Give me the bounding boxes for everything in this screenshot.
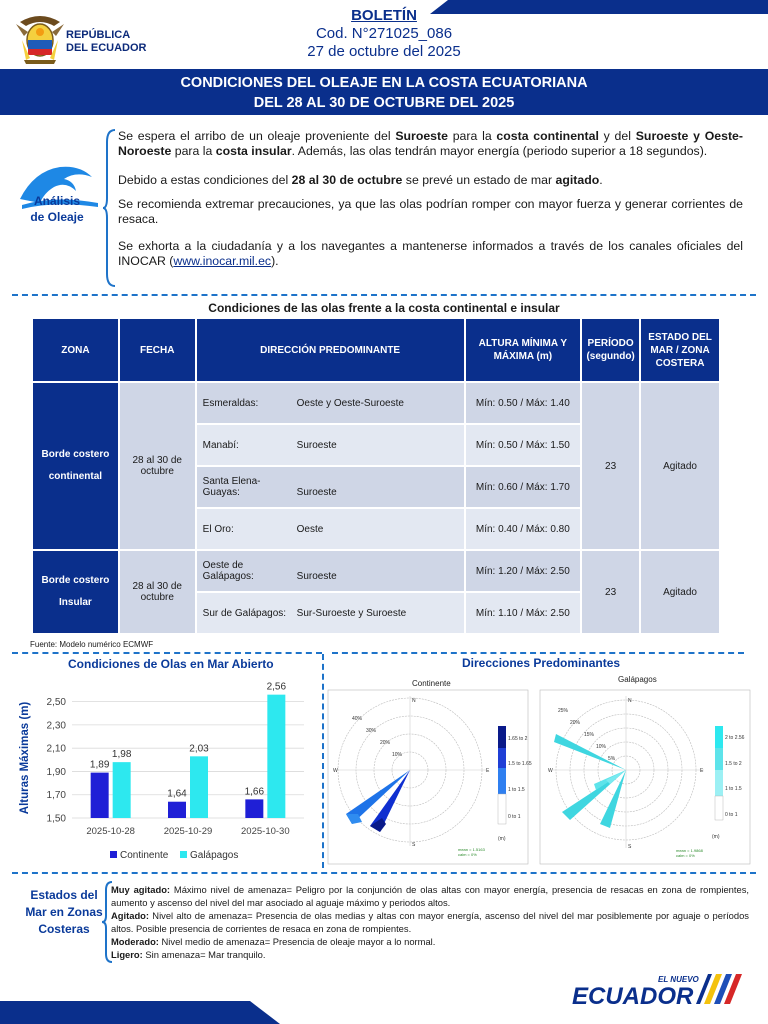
bold-span: Suroeste: [395, 129, 448, 143]
rose-dir-label: W: [333, 768, 338, 774]
rose-dir-label: W: [548, 768, 553, 774]
brace-icon: [103, 128, 117, 288]
state-term: Moderado:: [111, 936, 159, 947]
date-line: octubre: [140, 592, 174, 603]
source-note: Fuente: Modelo numérico ECMWF: [30, 640, 154, 649]
legend-swatch: [110, 851, 117, 858]
country-line1: REPÚBLICA: [66, 29, 131, 41]
height-cell: Mín: 0.50 / Máx: 1.40: [466, 383, 581, 423]
y-tick-label: 2,10: [46, 743, 66, 755]
analysis-paragraph-2: [118, 173, 743, 188]
legend-label: 1 to 1.5: [508, 787, 525, 793]
text-span: Se espera el arribo de un oleaje proveniente del: [118, 129, 396, 143]
legend-swatch: [498, 794, 506, 824]
rose-stats: mean = 1.5163: [458, 847, 485, 852]
state-term: Agitado:: [111, 910, 150, 921]
direction-value: Oeste y Oeste-Suroeste: [296, 397, 404, 409]
data-label: 1,64: [167, 788, 187, 800]
text-span: .: [599, 173, 603, 187]
direction-cell: [197, 509, 464, 549]
data-label: 2,56: [266, 681, 287, 693]
rose-ring-label: 30%: [366, 728, 377, 734]
y-tick-label: 1,70: [46, 790, 66, 802]
height-cell: Mín: 0.40 / Máx: 0.80: [466, 509, 581, 549]
states-label-line: Estados del: [30, 888, 98, 902]
analysis-paragraph-4: [118, 239, 743, 269]
x-tick-label: 2025-10-29: [163, 826, 213, 837]
legend-swatch: [498, 726, 506, 748]
state-item: [111, 883, 749, 909]
zone-line: Insular: [59, 597, 92, 608]
place-label: Esmeraldas:: [202, 397, 259, 409]
legend-label: 1.5 to 2: [725, 761, 742, 767]
rose-dir-label: E: [700, 768, 704, 774]
zone-insular: [33, 551, 118, 633]
rose-ring-label: 40%: [352, 716, 363, 722]
direction-value: Suroeste: [296, 571, 337, 582]
direction-cell: [197, 593, 464, 633]
header-estado-l1: ESTADO DEL: [648, 331, 712, 343]
rose-stats: calm = 0%: [676, 853, 695, 858]
direction-value: Suroeste: [296, 439, 337, 451]
data-label: 1,89: [89, 759, 110, 771]
state-item: [111, 935, 749, 948]
legend-swatch: [715, 726, 723, 748]
table-row: [33, 551, 719, 591]
title-line1: CONDICIONES DEL OLEAJE EN LA COSTA ECUATORIANA: [180, 75, 588, 91]
y-axis-label: Alturas Máximas (m): [19, 701, 31, 815]
rose-petal: [554, 734, 626, 770]
bar-continente: [245, 799, 263, 818]
page-title: [0, 69, 768, 115]
legend-unit: (m): [712, 834, 720, 840]
data-label: 1,66: [244, 786, 265, 798]
place-label: Santa Elena-Guayas:: [202, 476, 261, 498]
legend-swatch: [715, 748, 723, 770]
height-cell: Mín: 1.10 / Máx: 2.50: [466, 593, 581, 633]
place-label: Manabí:: [202, 439, 239, 451]
legend-swatch: [498, 768, 506, 794]
date-insular: [120, 551, 195, 633]
header-fecha: FECHA: [120, 319, 195, 381]
direction-cell: [197, 383, 464, 423]
bold-span: 28 al 30 de octubre: [291, 173, 403, 187]
bar-chart-title: Condiciones de Olas en Mar Abierto: [68, 657, 274, 671]
legend-label: 1 to 1.5: [725, 786, 742, 792]
header-estado-l2: MAR / ZONA: [650, 344, 710, 356]
date-line: 28 al 30 de: [132, 581, 182, 592]
place-label: El Oro:: [202, 523, 234, 535]
states-label: [22, 887, 106, 938]
rose-ring-label: 20%: [380, 740, 391, 746]
header-periodo-l2: (segundo): [586, 351, 635, 362]
rose-stats: calm = 0%: [458, 852, 477, 857]
legend-swatch: [180, 851, 187, 858]
height-cell: Mín: 0.50 / Máx: 1.50: [466, 425, 581, 465]
rose-ring-label: 10%: [596, 744, 607, 750]
text-span: para la: [447, 129, 497, 143]
bulletin-header: [0, 7, 768, 61]
header-periodo: [582, 319, 639, 381]
header-periodo-l1: PERÍODO: [587, 338, 634, 349]
date-line: octubre: [140, 466, 174, 477]
inocar-link[interactable]: www.inocar.mil.ec: [173, 254, 272, 268]
rose-continente: [328, 674, 532, 864]
table-row: [33, 383, 719, 423]
bar-galápagos: [113, 762, 131, 818]
conditions-table: [31, 317, 721, 635]
footer-shape: [0, 1001, 280, 1024]
place-label: Sur de Galápagos:: [202, 607, 287, 619]
period-continental: 23: [582, 383, 639, 549]
country-line2: DEL ECUADOR: [66, 42, 147, 54]
rose-dir-label: S: [628, 844, 632, 850]
header-estado-l3: COSTERA: [655, 357, 705, 369]
states-list: [111, 883, 749, 961]
legend-label: 0 to 1: [508, 814, 521, 820]
direction-cell: [197, 551, 464, 591]
state-term: Muy agitado:: [111, 884, 171, 895]
state-term: Ligero:: [111, 949, 143, 960]
states-label-line: Costeras: [38, 922, 90, 936]
header-zona: ZONA: [33, 319, 118, 381]
rose-stats: mean = 1.9868: [676, 848, 703, 853]
legend-label: 0 to 1: [725, 812, 738, 818]
title-line2: DEL 28 AL 30 DE OCTUBRE DEL 2025: [253, 95, 515, 111]
bold-span: costa continental: [496, 129, 599, 143]
date-line: 28 al 30 de: [132, 455, 182, 466]
zone-continental: [33, 383, 118, 549]
analysis-text: [118, 129, 743, 278]
y-tick-label: 2,50: [46, 697, 66, 709]
zone-line: continental: [48, 471, 103, 482]
legend-swatch: [715, 770, 723, 796]
rose-ring-label: 15%: [584, 732, 595, 738]
rose-dir-label: E: [486, 768, 490, 774]
legend-swatch: [498, 748, 506, 768]
rose-ring-label: 20%: [570, 720, 581, 726]
bar-continente: [168, 802, 186, 818]
direction-cell: [197, 467, 464, 507]
header-estado: [641, 319, 719, 381]
states-label-line: Mar en Zonas: [25, 905, 103, 919]
analysis-paragraph-1: [118, 129, 743, 159]
bar-galápagos: [267, 695, 285, 818]
divider: [12, 294, 756, 296]
bulletin-label: BOLETÍN: [351, 7, 417, 24]
x-tick-label: 2025-10-30: [241, 826, 290, 837]
bar-galápagos: [190, 756, 208, 818]
analysis-label-line1: Análisis: [33, 194, 81, 208]
logo-big-text: ECUADOR: [572, 983, 694, 1010]
logo-small-text: EL NUEVO: [658, 975, 699, 984]
legend-label: Continente: [120, 850, 169, 861]
data-label: 1,98: [111, 749, 132, 761]
rose-title: Continente: [412, 679, 451, 688]
state-desc: Máximo nivel de amenaza= Peligro por la conjunción de olas altas con mayor energía, presencia de resacas en zona de rompientes, aumento y ascenso del nivel del mar asociado al aguaje máximo y periodos altos.: [111, 884, 749, 908]
state-continental: Agitado: [641, 383, 719, 549]
legend-label: 2 to 2.56: [725, 735, 745, 741]
y-tick-label: 1,90: [46, 766, 66, 778]
header-altura-l1: ALTURA MÍNIMA Y: [478, 338, 567, 349]
direction-cell: [197, 425, 464, 465]
date-continental: [120, 383, 195, 549]
table-header-row: [33, 319, 719, 381]
bar-chart: [14, 672, 314, 868]
state-desc: Nivel medio de amenaza= Presencia de oleaje mayor a lo normal.: [158, 936, 436, 947]
text-span: y del: [598, 129, 636, 143]
header-altura: [466, 319, 581, 381]
divider: [12, 872, 756, 874]
analysis-paragraph-3: Se recomienda extremar precauciones, ya que las olas podrían romper con mayor fuerza y generar corrientes de resaca.: [118, 197, 743, 226]
rose-dir-label: S: [412, 842, 416, 848]
legend-unit: (m): [498, 836, 506, 842]
height-cell: Mín: 0.60 / Máx: 1.70: [466, 467, 581, 507]
state-insular: Agitado: [641, 551, 719, 633]
legend-label: 1.65 to 2: [508, 736, 528, 742]
legend-label: 1.5 to 1.65: [508, 761, 532, 767]
analysis-label: [14, 193, 100, 225]
state-item: [111, 909, 749, 935]
legend-label: Galápagos: [190, 850, 239, 861]
divider: [332, 652, 744, 654]
state-desc: Sin amenaza= Mar tranquilo.: [142, 949, 266, 960]
directions-title: Direcciones Predominantes: [462, 656, 621, 670]
direction-value: Suroeste: [296, 487, 337, 498]
analysis-label-line2: de Oleaje: [30, 210, 84, 224]
legend-swatch: [715, 796, 723, 820]
rose-dir-label: N: [628, 698, 632, 704]
text-span: Debido a estas condiciones del: [118, 173, 292, 187]
state-desc: Nivel alto de amenaza= Presencia de olas medias y altas con mayor energía, ascenso del nivel del mar posiblemente por aguaje o períodos altos. Posible presencia de corrientes de resaca en zona de rompientes.: [111, 910, 749, 934]
bulletin-date: 27 de octubre del 2025: [307, 43, 461, 60]
y-tick-label: 2,30: [46, 720, 66, 732]
header-altura-l2: MÁXIMA (m): [493, 351, 553, 362]
bold-span: Suroeste y Oeste-Noroeste: [118, 129, 743, 158]
place-label: Oeste de Galápagos:: [202, 560, 254, 582]
text-span: ).: [271, 254, 279, 268]
state-item: [111, 948, 749, 961]
rose-dir-label: N: [412, 698, 416, 704]
text-span: . Además, las olas tendrán mayor energía (periodo superior a 18 segundos).: [291, 144, 708, 158]
text-span: se prevé un estado de mar: [402, 173, 556, 187]
rose-ring-label: 5%: [608, 756, 616, 762]
bulletin-code: Cod. N°271025_086: [315, 25, 453, 42]
bar-continente: [91, 773, 109, 818]
text-span: para la: [171, 144, 216, 158]
rose-title: Galápagos: [618, 675, 657, 684]
data-label: 2,03: [189, 743, 209, 755]
period-insular: 23: [582, 551, 639, 633]
header-direccion: DIRECCIÓN PREDOMINANTE: [197, 319, 464, 381]
direction-value: Oeste: [296, 523, 324, 535]
bold-span: agitado: [555, 173, 600, 187]
bold-span: costa insular: [215, 144, 292, 158]
x-tick-label: 2025-10-28: [86, 826, 135, 837]
table-title: Condiciones de las olas frente a la costa continental e insular: [208, 301, 560, 315]
y-tick-label: 1,50: [46, 813, 66, 825]
height-cell: Mín: 1.20 / Máx: 2.50: [466, 551, 581, 591]
rose-ring-label: 10%: [392, 752, 403, 758]
rose-ring-label: 25%: [558, 708, 569, 714]
zone-line: Borde costero: [41, 575, 110, 586]
text-span: Se exhorta a la ciudadanía y a los navegantes a mantenerse informados a través de los canales oficiales del INOCAR (: [118, 239, 743, 268]
direction-value: Sur-Suroeste y Suroeste: [296, 607, 407, 619]
divider: [12, 652, 322, 654]
zone-line: Borde costero: [41, 449, 110, 460]
divider-vertical: [322, 654, 324, 868]
el-nuevo-ecuador-logo: [570, 970, 750, 1010]
rose-galapagos: [540, 672, 750, 864]
